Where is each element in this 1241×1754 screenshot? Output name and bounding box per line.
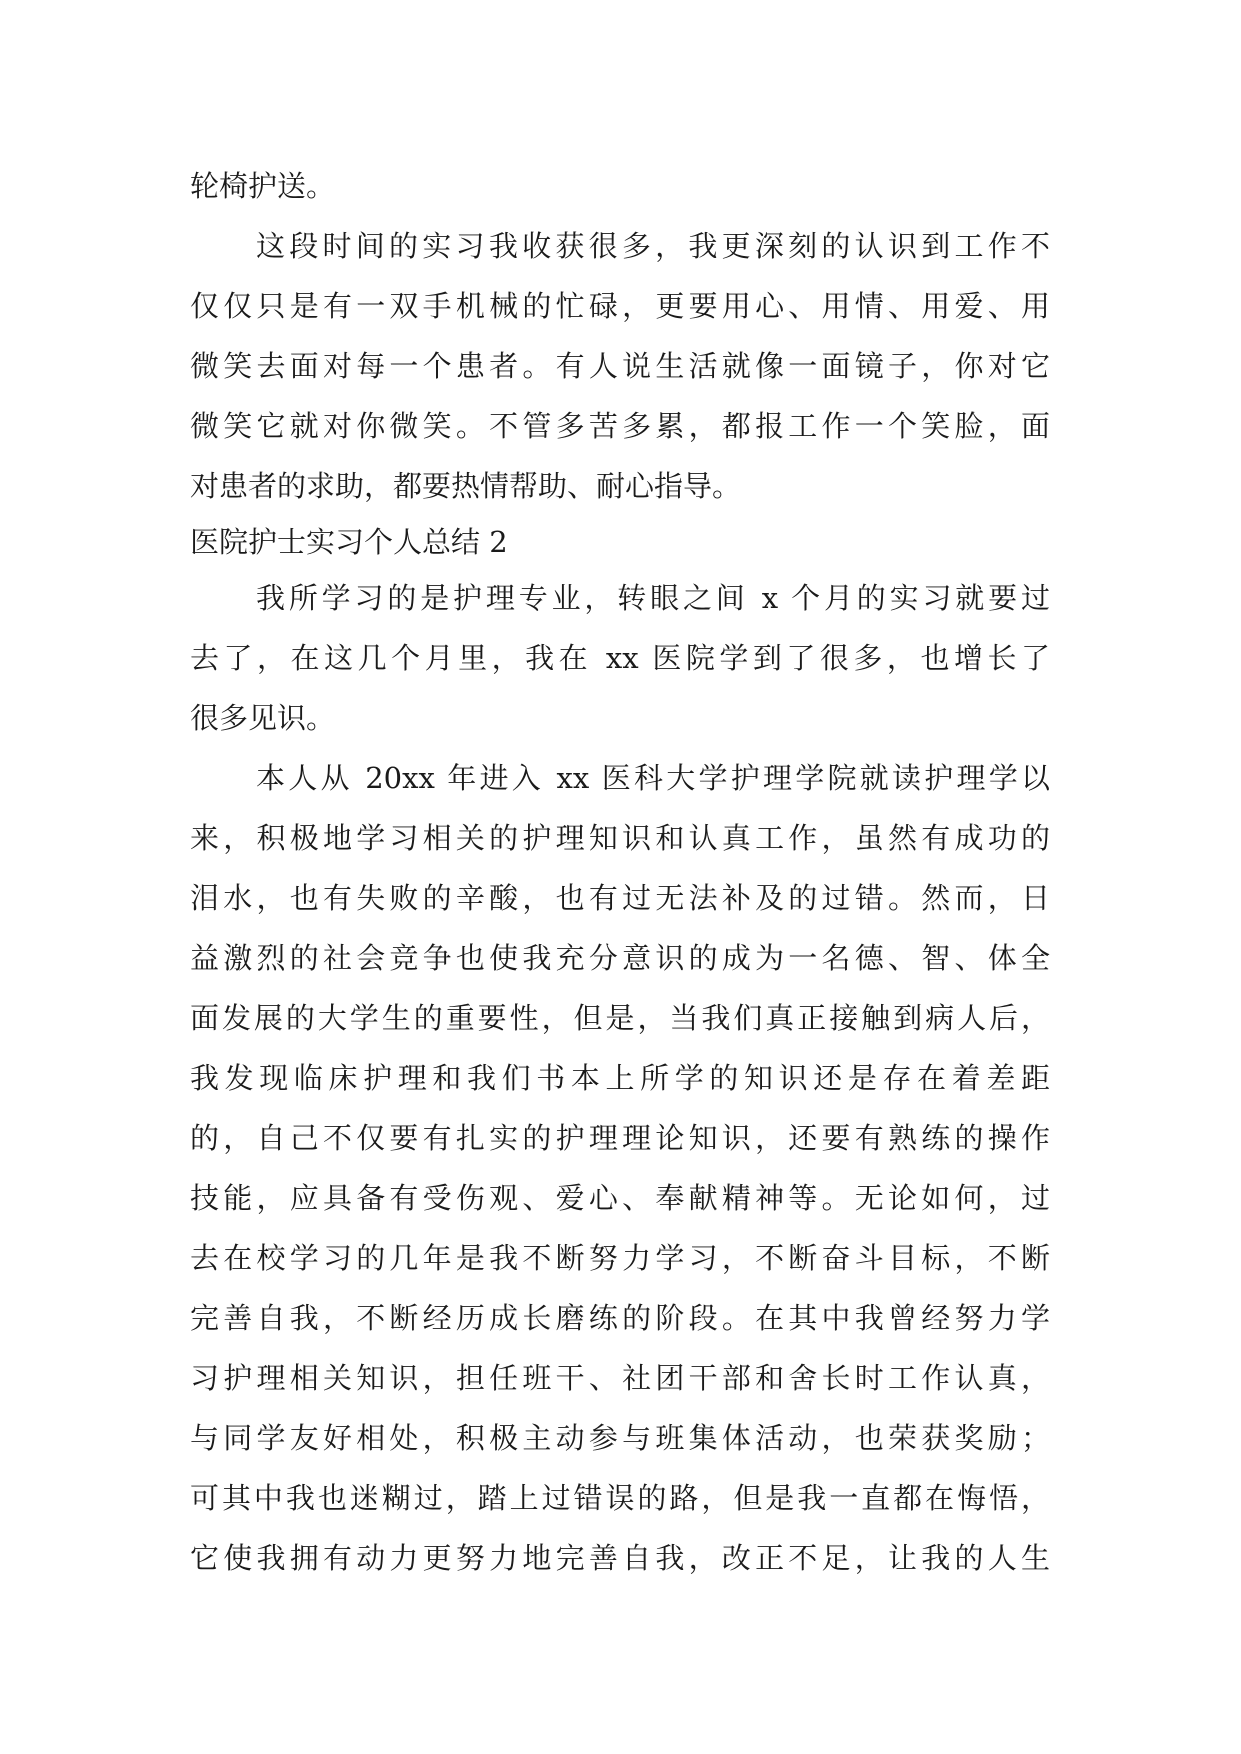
- text-line: 泪水，也有失败的辛酸，也有过无法补及的过错。然而，日: [190, 881, 1050, 915]
- text-line: 习护理相关知识，担任班干、社团干部和舍长时工作认真，: [190, 1361, 1050, 1395]
- text-line: 去了，在这几个月里，我在 xx 医院学到了很多，也增长了: [190, 641, 1050, 675]
- text-line: 与同学友好相处，积极主动参与班集体活动，也荣获奖励；: [190, 1421, 1050, 1455]
- text-line: 益激烈的社会竞争也使我充分意识的成为一名德、智、体全: [190, 941, 1050, 975]
- text-line: 面发展的大学生的重要性，但是，当我们真正接触到病人后，: [190, 1001, 1050, 1035]
- text-line: 很多见识。: [190, 701, 336, 735]
- text-line: 我所学习的是护理专业，转眼之间 x 个月的实习就要过: [256, 581, 1050, 615]
- text-line: 去在校学习的几年是我不断努力学习，不断奋斗目标，不断: [190, 1241, 1050, 1275]
- text-line: 它使我拥有动力更努力地完善自我，改正不足，让我的人生: [190, 1541, 1050, 1575]
- text-line: 对患者的求助，都要热情帮助、耐心指导。: [190, 469, 742, 503]
- document-body: [190, 156, 1050, 1588]
- text-line: 可其中我也迷糊过，踏上过错误的路，但是我一直都在悔悟，: [190, 1481, 1050, 1515]
- text-line: 微笑它就对你微笑。不管多苦多累，都报工作一个笑脸，面: [190, 409, 1050, 443]
- text-line: 轮椅护送。: [190, 169, 336, 203]
- text-line: 我发现临床护理和我们书本上所学的知识还是存在着差距: [190, 1061, 1050, 1095]
- text-line: 这段时间的实习我收获很多，我更深刻的认识到工作不: [256, 229, 1050, 263]
- text-line: 仅仅只是有一双手机械的忙碌，更要用心、用情、用爱、用: [190, 289, 1050, 323]
- text-line: 微笑去面对每一个患者。有人说生活就像一面镜子，你对它: [190, 349, 1050, 383]
- text-line: 来，积极地学习相关的护理知识和认真工作，虽然有成功的: [190, 821, 1050, 855]
- text-line: 技能，应具备有受伤观、爱心、奉献精神等。无论如何，过: [190, 1181, 1050, 1215]
- text-line: 本人从 20xx 年进入 xx 医科大学护理学院就读护理学以: [256, 761, 1050, 795]
- text-line: 完善自我，不断经历成长磨练的阶段。在其中我曾经努力学: [190, 1301, 1050, 1335]
- section-heading: 医院护士实习个人总结 2: [190, 525, 508, 559]
- text-line: 的，自己不仅要有扎实的护理理论知识，还要有熟练的操作: [190, 1121, 1050, 1155]
